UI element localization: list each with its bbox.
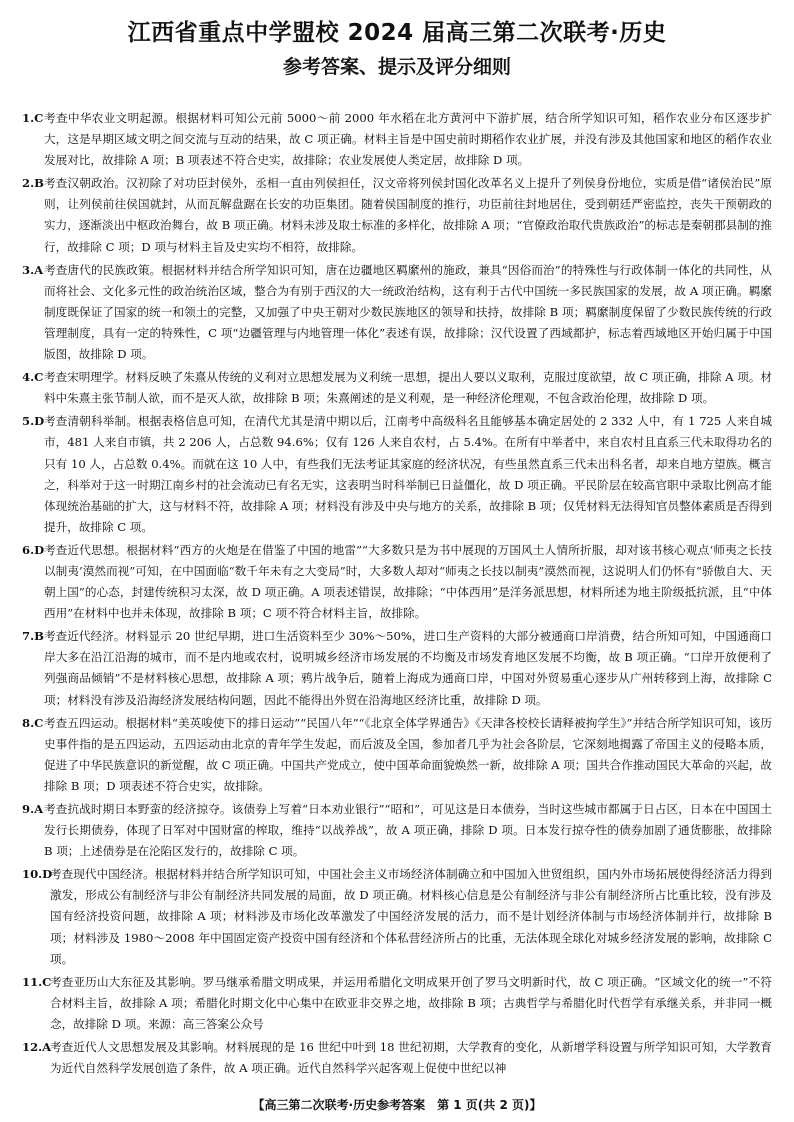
page-subtitle: 参考答案、提示及评分细则 bbox=[282, 56, 511, 78]
answer-number: 8.C bbox=[22, 715, 44, 730]
answer-item-7 bbox=[22, 626, 772, 710]
answer-number: 2.B bbox=[22, 176, 44, 191]
answer-text: 考查中华农业文明起源。根据材料可知公元前 5000～前 2000 年水稻在北方黄河中下游扩展，结合所学知识可知，稻作农业分布区逐步扩大，这是早期区域文明之间交流与互动的结果，故 C 项正确。材料主旨是中国史前时期稻作农业扩展，并没有涉及其他国家和地区的稻作农业发展对比，故排除 A 项；B 项表述不符合史实，故排除；农业发展使人类定居，故排除 D 项。 bbox=[44, 111, 772, 168]
page-footer: 【高三第二次联考·历史参考答案 第 1 页(共 2 页)】 bbox=[252, 1098, 542, 1112]
answer-text: 考查汉朝政治。汉初除了对功臣封侯外，丞相一直由列侯担任，汉文帝将列侯封国化改革名义上提升了列侯身份地位，实质是借“诸侯治民”原则，让列侯前往侯国就封，从而瓦解盘踞在长安的功臣集团。随着侯国制度的推行，功臣前往封地居住，受到朝廷严密监控，丧失干预朝政的实力，逐渐淡出中枢政治舞台，故 B 项正确。材料未涉及取士标准的多样化，故排除 A 项；“官僚政治取代贵族政治”的标志是秦朝郡县制的推行，故排除 C 项；D 项与材料主旨及史实均不相符，故排除。 bbox=[44, 176, 772, 254]
answer-item-3 bbox=[22, 260, 772, 365]
page-title: 江西省重点中学盟校 2024 届高三第二次联考·历史 bbox=[127, 20, 667, 46]
answer-number: 3.A bbox=[22, 262, 44, 277]
answer-text: 考查抗战时期日本野蛮的经济掠夺。该债券上写着“日本劝业银行”“昭和”，可见这是日本债券，当时这些城市都属于日占区，日本在中国国土发行长期债券，体现了日军对中国财富的榨取，维持“以战养战”，故 A 项正确，排除 D 项。日本发行掠夺性的债券加剧了通货膨胀，故排除 B 项；上述债券是在沦陷区发行的，故排除 C 项。 bbox=[44, 802, 772, 859]
answer-text: 考查宋明理学。材料反映了朱熹从传统的义利对立思想发展为义利统一思想，提出人要以义取利，克服过度欲望，故 C 项正确，排除 A 项。材料中朱熹主张节制人欲，而不是灭人欲，故排除 B 项；朱熹阐述的是义利观，是一种经济伦理观，不包含政治伦理，故排除 D 项。 bbox=[44, 370, 772, 406]
answer-item-2 bbox=[22, 173, 772, 257]
answer-item-1 bbox=[22, 108, 772, 171]
answer-text: 考查唐代的民族政策。根据材料并结合所学知识可知，唐在边疆地区羁縻州的施政，兼具“因俗而治”的特殊性与行政体制一体化的共同性，从而将社会、文化多元性的政治统治区域，整合为有别于西汉的大一统政治结构，这有利于古代中国统一多民族国家的发展，故 A 项正确。羁縻制度既保证了国家的统一和领土的完整，又加强了中央王朝对少数民族地区的领导和扶持，故排除 B 项；羁縻制度保留了少数民族传统的行政管理制度，具有一定的特殊性，C 项“边疆管理与内地管理一体化”表述有误，故排除；汉代设置了西域都护，标志着西域地区开始归属于中国版图，故排除 D 项。 bbox=[44, 262, 772, 362]
answer-number: 7.B bbox=[22, 629, 44, 644]
answer-number: 11.C bbox=[22, 974, 52, 989]
answer-text: 考查清朝科举制。根据表格信息可知，在清代尤其是清中期以后，江南考中高级科名且能够基本确定居处的 2 332 人中，有 1 725 人来自城市，481 人来自市镇，共 2 206 人，占总数 94.6%；仅有 126 人来自农村，占 5.4%。在所有中举者中，来自农村且直系三代未取得功名的只有 10 人，占总数 0.4%。而就在这 10 人中，有些我们无法考证其家庭的经济状况，有些虽然直系三代未出科名者，却来自地方望族。概言之，科举对于这一时期江南乡村的社会流动已有名无实，这表明当时科举制已日益僵化，故 D 项正确。平民阶层在较高官职中录取比例高才能体现统治基础的扩大，这与材料不符，故排除 A 项；材料没有涉及中央与地方的关系，故排除 B 项；仅凭材料无法得知官员整体素质是否得到提升，故排除 C 项。 bbox=[44, 414, 772, 534]
answer-list bbox=[22, 108, 772, 1081]
answer-text: 考查亚历山大东征及其影响。罗马继承希腊文明成果，并运用希腊化文明成果开创了罗马文明新时代，故 C 项正确。“区域文化的统一”不符合材料主旨，故排除 A 项；希腊化时期文化中心集中在欧亚非交界之地，故排除 B 项；古典哲学与希腊化时代哲学有承继关系，并非同一概念，故排除 D 项。来源：高三答案公众号 bbox=[50, 974, 772, 1031]
answer-number: 12.A bbox=[22, 1040, 52, 1055]
answer-text: 考查近代人文思想发展及其影响。材料展现的是 16 世纪中叶到 18 世纪初期，大学教育的变化，从新增学科设置与所学知识可知，大学教育为近代自然科学发展创造了条件，故 A 项正确。近代自然科学兴起客观上促使中世纪以神 bbox=[50, 1040, 772, 1076]
answer-number: 4.C bbox=[22, 370, 44, 385]
answer-text: 考查近代经济。材料显示 20 世纪早期，进口生活资料至少 30%～50%，进口生产资料的大部分被通商口岸消费，结合所知可知，中国通商口岸大多在沿江沿海的城市，而不是内地或农村，说明城乡经济市场发展的不均衡及市场发育地区发展不均衡，故 B 项正确。“口岸开放便利了列强商品倾销”不是材料核心思想，故排除 A 项；鸦片战争后，随着上海成为通商口岸，中国对外贸易重心逐步从广州转移到上海，故排除 C 项；材料没有涉及沿海经济发展结构问题，因此不能得出外贸在沿海地区经济比重，故排除 D 项。 bbox=[44, 629, 772, 707]
answer-text: 考查现代中国经济。根据材料并结合所学知识可知，中国社会主义市场经济体制确立和中国加入世贸组织，国内外市场拓展使得经济活力得到激发，形成公有制经济与非公有制经济共同发展的局面，故 D 项正确。材料核心信息是公有制经济与非公有制经济所占比重比较，没有涉及国有经济投资问题，故排除 A 项；材料涉及市场化改革激发了中国经济发展的活力，而不是计划经济体制与市场经济体制并行，故排除 B 项；材料涉及 1980～2008 年中国固定资产投资中国有经济和个体私营经济所占的比重，无法体现全球化对城乡经济发展的影响，故排除 C 项。 bbox=[50, 867, 772, 966]
answer-item-4 bbox=[22, 367, 772, 409]
answer-number: 1.C bbox=[22, 111, 44, 125]
answer-item-8 bbox=[22, 713, 772, 797]
answer-number: 9.A bbox=[22, 802, 44, 816]
answer-item-9 bbox=[22, 799, 772, 862]
answer-text: 考查近代思想。根据材料“西方的火炮是在借鉴了中国的地雷”“大多数只是为书中展现的万国风土人情所折服，却对该书核心观点‘师夷之长技以制夷’漠然而视”可知，在中国面临“数千年未有之大变局”时，大多数人却对“师夷之长技以制夷”漠然而视，这说明人们仍怀有“骄傲自大、天朝上国”的心态，封建传统积习太深，故 D 项正确。A 项表述错误，故排除；“中体西用”是洋务派思想，材料所述为地主阶级抵抗派，且“中体西用”在材料中也并未体现，故排除 B 项；C 项不符合材料主旨，故排除。 bbox=[44, 542, 772, 621]
answer-item-10 bbox=[22, 864, 772, 969]
answer-number: 5.D bbox=[22, 414, 45, 429]
answer-item-12 bbox=[22, 1037, 772, 1079]
answer-item-11 bbox=[22, 972, 772, 1035]
answer-item-6 bbox=[22, 540, 772, 624]
answer-text: 考查五四运动。根据材料“美英唆使下的排日运动”“民国八年”“《北京全体学界通告》《天津各校校长请释被拘学生》”并结合所学知识可知，该历史事件指的是五四运动，五四运动由北京的青年学生发起，而后波及全国，参加者几乎为社会各阶层，它深刻地揭露了帝国主义的侵略本质，促进了中华民族意识的新觉醒，故 C 项正确。中国共产党成立，使中国革命面貌焕然一新，故排除 A 项；国共合作推动国民大革命的兴起，故排除 B 项；D 项表述不符合史实，故排除。 bbox=[44, 715, 772, 793]
answer-item-5 bbox=[22, 411, 772, 538]
answer-number: 10.D bbox=[22, 867, 53, 882]
answer-number: 6.D bbox=[22, 542, 45, 557]
